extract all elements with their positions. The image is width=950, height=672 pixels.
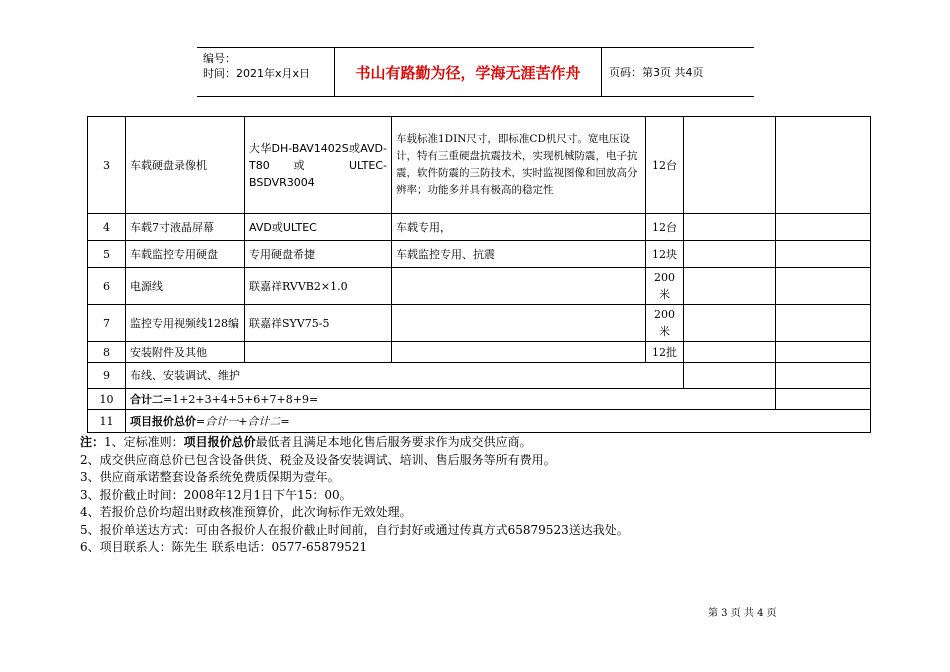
document-time-label: 时间：2021年x月x日: [203, 67, 311, 80]
table-row: [88, 268, 871, 305]
item-quantity: 12台: [646, 214, 684, 241]
document-number-label: 编号：: [203, 52, 236, 65]
item-model: 联嘉祥RVVB2×1.0: [245, 268, 392, 305]
quote-table: [87, 116, 871, 433]
grand-total-row: [88, 410, 871, 433]
page-header: [197, 47, 754, 97]
grand-total-label: 项目报价总价: [130, 414, 196, 428]
total-price-cell: [776, 305, 871, 342]
note-1: [80, 434, 870, 452]
item-name: 车载监控专用硬盘: [126, 241, 245, 268]
row-number: 10: [88, 389, 126, 410]
table-row: [88, 305, 871, 342]
row-number: 8: [88, 342, 126, 363]
grand-total-formula: =合计一+合计二=: [196, 414, 290, 428]
total-price-cell: [776, 117, 871, 214]
note-6: 5、报价单送达方式：可由各报价人在报价截止时间前，自行封好或通过传真方式65879523送达我处。: [80, 522, 629, 537]
item-description: [392, 268, 646, 305]
unit-price-cell: [684, 305, 776, 342]
subtotal-row: [88, 389, 871, 410]
row-number: 7: [88, 305, 126, 342]
row-number: 6: [88, 268, 126, 305]
row-number: 9: [88, 363, 126, 389]
item-description: 车载标准1DIN尺寸，即标准CD机尺寸。宽电压设计，特有三重硬盘抗震技术，实现机械防震，电子抗震，软件防震的三防技术，实时监视图像和回放高分辨率；功能多并具有极高的稳定性: [392, 117, 646, 214]
item-model: AVD或ULTEC: [245, 214, 392, 241]
item-quantity: 12批: [646, 342, 684, 363]
subtotal-formula-cell: [126, 389, 776, 410]
header-meta: [197, 48, 335, 96]
item-name: 车载7寸液晶屏幕: [126, 214, 245, 241]
table-row: [88, 241, 871, 268]
unit-price-cell: [684, 241, 776, 268]
note-1-text: 1、定标准则：: [104, 435, 184, 449]
total-price-cell: [776, 268, 871, 305]
notes-section: [80, 434, 870, 557]
subtotal-label: 合计二: [130, 392, 163, 406]
total-price-cell: [776, 342, 871, 363]
item-model: 专用硬盘希捷: [245, 241, 392, 268]
unit-price-cell: [684, 342, 776, 363]
item-model: [245, 342, 392, 363]
row-number: 5: [88, 241, 126, 268]
item-quantity: 200米: [646, 268, 684, 305]
item-model: 联嘉祥SYV75-5: [245, 305, 392, 342]
item-name: 车载硬盘录像机: [126, 117, 245, 214]
item-quantity: 12台: [646, 117, 684, 214]
table-row: [88, 363, 871, 389]
item-name: 监控专用视频线128编: [126, 305, 245, 342]
row-number: 11: [88, 410, 126, 433]
subtotal-value-cell: [776, 389, 871, 410]
header-page-number: 页码：第3页 共4页: [609, 66, 704, 79]
total-price-cell: [776, 241, 871, 268]
item-quantity: 12块: [646, 241, 684, 268]
unit-price-cell: [684, 363, 776, 389]
item-name: 布线、安装调试、维护: [126, 363, 684, 389]
subtotal-formula: =1+2+3+4+5+6+7+8+9=: [163, 392, 319, 406]
unit-price-cell: [684, 117, 776, 214]
table-row: [88, 214, 871, 241]
note-1-bold: 项目报价总价: [183, 435, 256, 449]
item-name: 电源线: [126, 268, 245, 305]
note-1-text-end: 最低者且满足本地化售后服务要求作为成交供应商。: [255, 435, 532, 449]
row-number: 3: [88, 117, 126, 214]
item-description: 车载监控专用、抗震: [392, 241, 646, 268]
row-number: 4: [88, 214, 126, 241]
unit-price-cell: [684, 268, 776, 305]
item-description: 车载专用，: [392, 214, 646, 241]
note-4: 3、报价截止时间：2008年12月1日下午15：00。: [80, 487, 352, 502]
item-name: 安装附件及其他: [126, 342, 245, 363]
item-quantity: 200米: [646, 305, 684, 342]
note-2: 2、成交供应商总价已包含设备供货、税金及设备安装调试、培训、售后服务等所有费用。: [80, 452, 556, 467]
total-price-cell: [776, 363, 871, 389]
header-motto: 书山有路勤为径，学海无涯苦作舟: [335, 48, 602, 96]
table-row: [88, 117, 871, 214]
unit-price-cell: [684, 214, 776, 241]
note-5: 4、若报价总价均超出财政核准预算价，此次询标作无效处理。: [80, 505, 412, 519]
page-footer: 第 3 页 共 4 页: [708, 608, 777, 619]
total-price-cell: [776, 214, 871, 241]
note-3: 3、供应商承诺整套设备系统免费质保期为壹年。: [80, 470, 340, 484]
table-row: [88, 342, 871, 363]
item-description: [392, 342, 646, 363]
note-prefix: 注：: [80, 435, 105, 449]
note-7: 6、项目联系人：陈先生 联系电话：0577-65879521: [80, 540, 368, 554]
item-description: [392, 305, 646, 342]
grand-total-cell: [126, 410, 871, 433]
item-model: 大华DH-BAV1402S或AVD-T80 或 ULTEC-BSDVR3004: [245, 117, 392, 214]
